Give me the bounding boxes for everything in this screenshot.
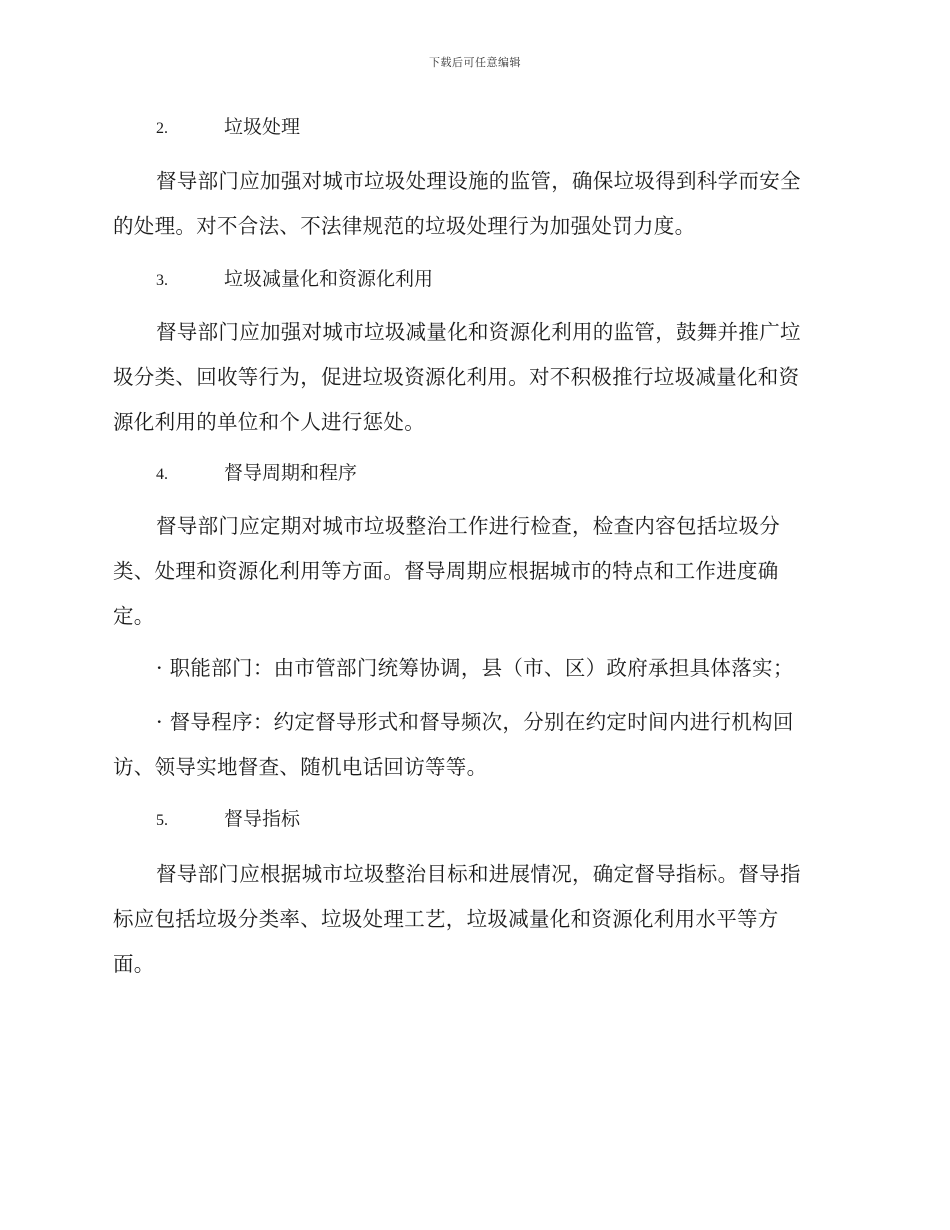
section-heading-3 (156, 266, 433, 294)
paragraph-line: 圾分类、回收等行为，促进垃圾资源化利用。对不积极推行垃圾减量化和资 (113, 365, 800, 389)
section-title: 垃圾处理 (224, 116, 301, 138)
section-heading-5 (156, 806, 300, 834)
section-paragraph-3 (113, 310, 835, 445)
paragraph-line: 源化利用的单位和个人进行惩处。 (113, 410, 425, 434)
section-heading-4 (156, 460, 357, 488)
section-number: 4. (156, 466, 168, 483)
bullet-responsible-department (113, 646, 835, 691)
paragraph-line: 面。 (113, 952, 155, 976)
section-number: 5. (156, 812, 168, 829)
section-title: 督导周期和程序 (224, 462, 358, 484)
section-heading-2 (156, 114, 300, 142)
paragraph-line: 督导部门应加强对城市垃圾减量化和资源化利用的监管，鼓舞并推广垃 (156, 320, 801, 344)
bullet-line: 访、领导实地督查、随机电话回访等等。 (113, 755, 488, 779)
section-title: 垃圾减量化和资源化利用 (224, 268, 434, 290)
bullet-line: · 督导程序：约定督导形式和督导频次，分别在约定时间内进行机构回 (156, 710, 794, 734)
paragraph-line: 督导部门应定期对城市垃圾整治工作进行检查，检查内容包括垃圾分 (156, 514, 780, 538)
paragraph-line: 的处理。对不合法、不法律规范的垃圾处理行为加强处罚力度。 (113, 214, 696, 238)
paragraph-line: 督导部门应根据城市垃圾整治目标和进展情况，确定督导指标。督导指 (156, 862, 801, 886)
bullet-supervision-procedure (113, 700, 835, 790)
section-paragraph-4 (113, 504, 835, 639)
section-paragraph-5 (113, 852, 835, 987)
section-title: 督导指标 (224, 808, 301, 830)
section-number: 3. (156, 272, 168, 289)
paragraph-line: 类、处理和资源化利用等方面。督导周期应根据城市的特点和工作进度确 (113, 559, 779, 583)
bullet-line: · 职能部门：由市管部门统筹协调，县（市、区）政府承担具体落实； (156, 656, 794, 680)
paragraph-line: 标应包括垃圾分类率、垃圾处理工艺，垃圾减量化和资源化利用水平等方 (113, 907, 779, 931)
paragraph-line: 定。 (113, 604, 155, 628)
paragraph-line: 督导部门应加强对城市垃圾处理设施的监管，确保垃圾得到科学而安全 (156, 169, 801, 193)
section-paragraph-2 (113, 159, 835, 249)
page-header-note: 下载后可任意编辑 (429, 56, 521, 69)
section-number: 2. (156, 120, 168, 137)
